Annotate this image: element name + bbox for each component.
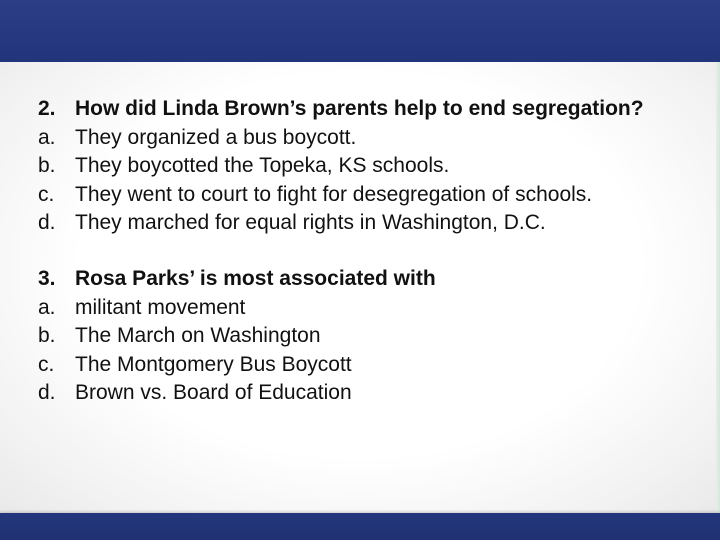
option-text: They marched for equal rights in Washington, D.C. — [75, 211, 546, 235]
question-3 — [38, 265, 708, 294]
option-letter: a. — [38, 125, 56, 149]
question-3-option-d — [38, 379, 708, 408]
option-letter: c. — [38, 182, 55, 206]
option-text: The March on Washington — [75, 324, 321, 348]
question-2-option-a — [38, 124, 708, 153]
question-3-option-c — [38, 351, 708, 380]
question-2 — [38, 95, 708, 124]
slide-right-edge — [716, 62, 720, 513]
option-text: They organized a bus boycott. — [75, 125, 357, 149]
question-2-option-d — [38, 209, 708, 238]
question-spacer — [38, 238, 708, 265]
question-2-option-c — [38, 181, 708, 210]
option-text: They boycotted the Topeka, KS schools. — [75, 154, 450, 178]
option-letter: d. — [38, 211, 56, 235]
question-3-option-b — [38, 322, 708, 351]
option-text: militant movement — [75, 295, 246, 319]
top-header-band — [0, 0, 720, 62]
option-letter: c. — [38, 352, 55, 376]
option-letter: b. — [38, 154, 56, 178]
question-number: 3. — [38, 266, 56, 290]
question-text: How did Linda Brown’s parents help to end segregation? — [75, 97, 644, 120]
option-text: The Montgomery Bus Boycott — [75, 352, 352, 376]
question-text: Rosa Parks’ is most associated with — [75, 266, 436, 290]
quiz-content — [38, 95, 708, 408]
option-letter: d. — [38, 381, 56, 405]
question-number: 2. — [38, 97, 56, 120]
option-letter: b. — [38, 324, 56, 348]
option-text: They went to court to fight for desegregation of schools. — [75, 182, 593, 206]
question-2-option-b — [38, 152, 708, 181]
question-3-option-a — [38, 294, 708, 323]
option-letter: a. — [38, 295, 56, 319]
option-text: Brown vs. Board of Education — [75, 381, 352, 405]
bottom-footer-band — [0, 513, 720, 540]
